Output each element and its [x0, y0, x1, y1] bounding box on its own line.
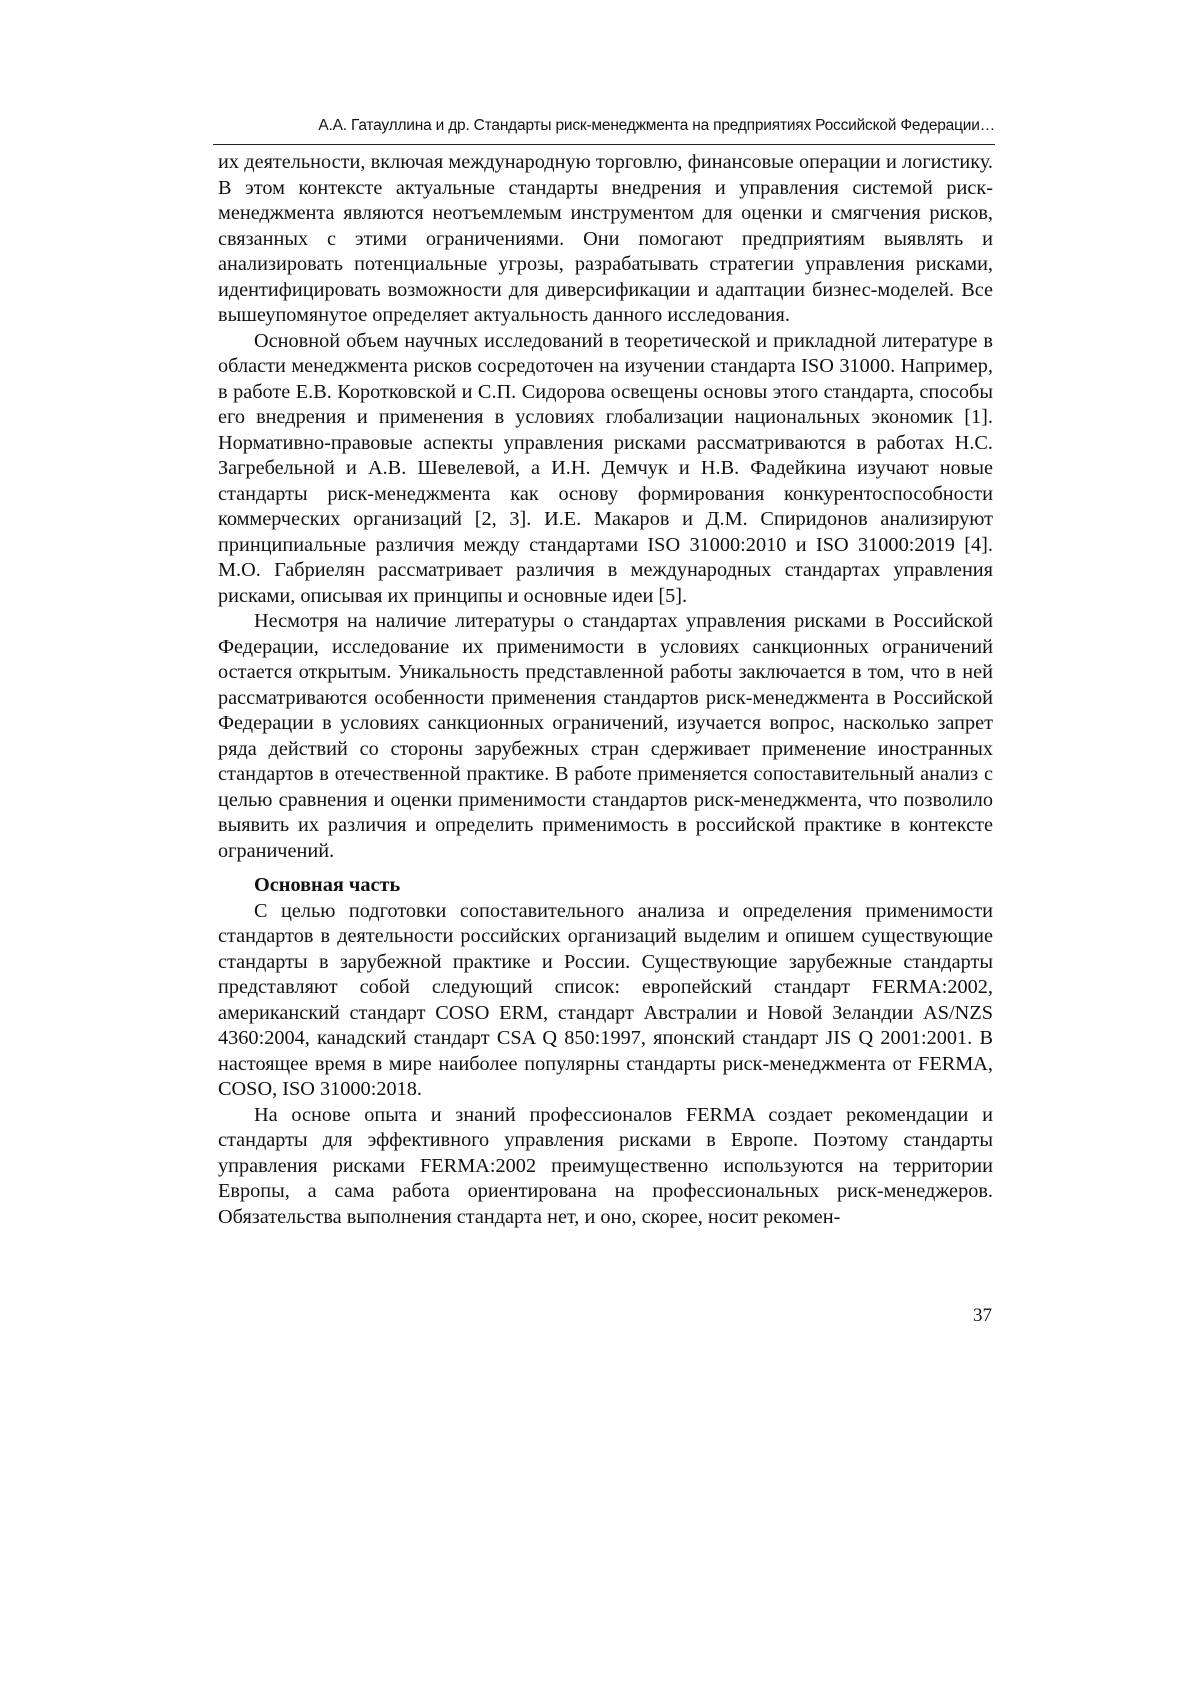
paragraph-5: На основе опыта и знаний профессионалов FERMA создает рекомендации и стандарты для эффективного управления рисками в Европе. Поэтому стандарты управления рисками FERMA:2002 преимущественно используются на территории Европы, а сама работа ориентирована на профессиональных риск-менеджеров. Обязательства выполнения стандарта нет, и оно, скорее, носит рекомен-: [218, 1103, 993, 1228]
paragraph-1: их деятельности, включая международную торговлю, финансовые операции и логистику. В этом контексте актуальные стандарты внедрения и управления системой риск-менеджмента являются неотъемлемым инструментом для оценки и смягчения рисков, связанных с этими ограничениями. Они помогают предприятиям выявлять и анализировать потенциальные угрозы, разрабатывать стратегии управления рисками, идентифицировать возможности для диверсификации и адаптации бизнес-моделей. Все вышеупомянутое определяет актуальность данного исследования.: [218, 151, 993, 326]
body-text: [218, 150, 993, 1230]
running-header: А.А. Гатауллина и др. Стандарты риск-менеджмента на предприятиях Российской Федерации…: [213, 112, 995, 145]
paragraph-4: С целью подготовки сопоставительного анализа и определения применимости стандартов в деятельности российских организаций выделим и опишем существующие стандарты в зарубежной практике и России. Существующие зарубежные стандарты представляют собой следующий список: европейский стандарт FERMA:2002, американский стандарт COSO ERM, стандарт Австралии и Новой Зеландии AS/NZS 4360:2004, канадский стандарт CSA Q 850:1997, японский стандарт JIS Q 2001:2001. В настоящее время в мире наиболее популярны стандарты риск-менеджмента от FERMA, COSO, ISO 31000:2018.: [218, 899, 993, 1100]
section-heading: Основная часть: [254, 874, 401, 896]
paragraph-2: Основной объем научных исследований в теоретической и прикладной литературе в области менеджмента рисков сосредоточен на изучении стандарта ISO 31000. Например, в работе Е.В. Коротковской и С.П. Сидорова освещены основы этого стандарта, способы его внедрения и применения в условиях глобализации национальных экономик [1]. Нормативно-правовые аспекты управления рисками рассматриваются в работах Н.С. Загребельной и А.В. Шевелевой, а И.Н. Демчук и Н.В. Фадейкина изучают новые стандарты риск-менеджмента как основу формирования конкурентоспособности коммерческих организаций [2, 3]. И.Е. Макаров и Д.М. Спиридонов анализируют принципиальные различия между стандартами ISO 31000:2010 и ISO 31000:2019 [4]. М.О. Габриелян рассматривает различия в международных стандартах управления рисками, описывая их принципы и основные идеи [5].: [218, 329, 993, 607]
page-number: 37: [973, 1305, 992, 1326]
paragraph-3: Несмотря на наличие литературы о стандартах управления рисками в Российской Федерации, исследование их применимости в условиях санкционных ограничений остается открытым. Уникальность представленной работы заключается в том, что в ней рассматриваются особенности применения стандартов риск-менеджмента в Российской Федерации в условиях санкционных ограничений, изучается вопрос, насколько запрет ряда действий со стороны зарубежных стран сдерживает применение иностранных стандартов в отечественной практике. В работе применяется сопоставительный анализ с целью сравнения и оценки применимости стандартов риск-менеджмента, что позволило выявить их различия и определить применимость в российской практике в контексте ограничений.: [218, 610, 993, 862]
